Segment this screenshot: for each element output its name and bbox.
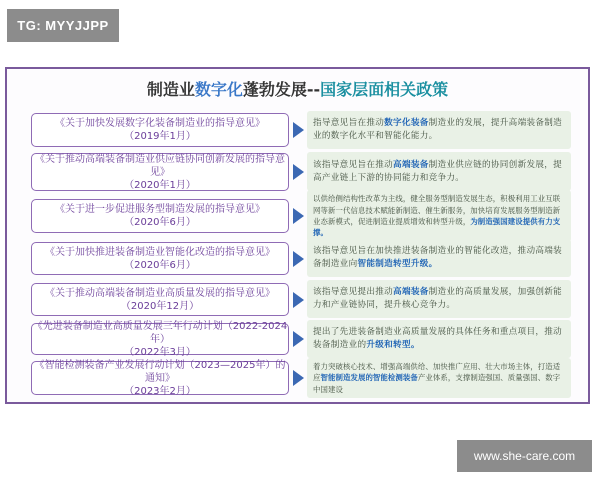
desc-highlight: 高端装备 — [393, 287, 429, 297]
desc-text: 该指导意见提出推动 — [313, 287, 394, 297]
desc-text: 制造业的发展，提升高端装备制造业的数字化水平和智能化能力。 — [313, 118, 563, 141]
policy-name: 《关于进一步促进服务型制造发展的指导意见》 — [55, 204, 265, 215]
desc-highlight: 高端装备 — [393, 159, 429, 170]
desc-text: 以供给侧结构性改革为主线，健全服务型制造发展生态，积极利用工业互联网等新一代信息技术赋能新制造、催生新服务，加快培育发展服务型制造新业态新模式，促进制造业提质增效和转型升级， — [313, 194, 561, 226]
title-part-4: 国家层面相关政策 — [320, 80, 449, 99]
arrow-right-icon — [293, 331, 304, 347]
policy-description — [307, 280, 571, 318]
desc-text: 该指导意见旨在加快推进装备制造业的智能化改造，推动高端装备制造业向 — [313, 246, 563, 269]
policy-description — [307, 320, 571, 358]
policy-name: 《智能检测装备产业发展行动计划（2023—2025年）的通知》 — [34, 359, 286, 384]
policy-date: （2020年12月） — [120, 300, 200, 312]
arrow-right-icon — [293, 122, 304, 138]
policy-name: 《关于加快发展数字化装备制造业的指导意见》 — [55, 118, 265, 129]
title-part-2: 数字化 — [194, 80, 243, 99]
policy-name: 《先进装备制造业高质量发展三年行动计划（2022-2024年） — [32, 320, 288, 345]
policy-description — [307, 111, 571, 149]
desc-highlight: 为制造强国建设提供有力支撑。 — [313, 217, 561, 238]
policy-date: （2022年3月） — [124, 346, 196, 358]
arrow-right-icon — [293, 164, 304, 180]
policy-name-box — [31, 242, 289, 275]
desc-text: 着力突破核心技术、增强高端供给、加快推广应用、壮大市场主体，打造适应 — [313, 362, 561, 383]
desc-text: 提出了先进装备制造业高质量发展的具体任务和重点项目，推动装备制造业的 — [313, 327, 563, 350]
policy-description — [307, 358, 571, 398]
policy-description — [307, 152, 571, 191]
policy-date: （2019年1月） — [124, 131, 196, 142]
desc-text: 该指导意见旨在推动 — [313, 159, 394, 170]
arrow-right-icon — [293, 370, 304, 386]
desc-highlight: 升级和转型。 — [366, 340, 420, 350]
policy-description — [307, 239, 571, 277]
policy-name-box — [31, 320, 289, 358]
policy-date: （2020年6月） — [124, 259, 196, 271]
desc-text: 产业体系，支撑制造强国、质量强国、数字中国建设 — [313, 373, 561, 394]
title-part-3: 蓬勃发展-- — [242, 80, 321, 99]
policy-date: （2023年2月） — [124, 385, 196, 397]
arrow-right-icon — [293, 292, 304, 308]
watermark-top: TG: MYYJJPP — [7, 9, 119, 42]
policy-diagram — [5, 67, 590, 404]
policy-name-box — [31, 113, 289, 147]
policy-name-box — [31, 153, 289, 191]
watermark-bottom: www.she-care.com — [457, 440, 592, 472]
policy-name: 《关于推动高端装备制造业供应链协同创新发展的指导意见》 — [35, 153, 285, 178]
policy-name: 《关于加快推进装备制造业智能化改造的指导意见》 — [45, 246, 275, 258]
desc-text: 制造业的高质量发展，加强创新能力和产业链协同，提升核心竞争力。 — [313, 287, 563, 310]
desc-highlight: 智能制造转型升级。 — [357, 259, 438, 269]
policy-date: （2020年6月） — [124, 217, 196, 228]
policy-description — [307, 190, 571, 242]
desc-text: 制造业供应链的协同创新发展，提高产业链上下游的协同能力和竞争力。 — [313, 159, 563, 183]
desc-text: 指导意见旨在推动 — [313, 118, 385, 128]
desc-highlight: 智能制造发展的智能检测装备 — [320, 373, 418, 383]
policy-name-box — [31, 361, 289, 395]
policy-name-box — [31, 283, 289, 316]
diagram-title — [7, 77, 588, 100]
title-part-1: 制造业 — [146, 80, 195, 99]
policy-name-box — [31, 199, 289, 233]
policy-name: 《关于推动高端装备制造业高质量发展的指导意见》 — [45, 287, 275, 299]
arrow-right-icon — [293, 251, 304, 267]
policy-date: （2020年1月） — [124, 179, 196, 191]
desc-highlight: 数字化装备 — [384, 118, 429, 128]
arrow-right-icon — [293, 208, 304, 224]
